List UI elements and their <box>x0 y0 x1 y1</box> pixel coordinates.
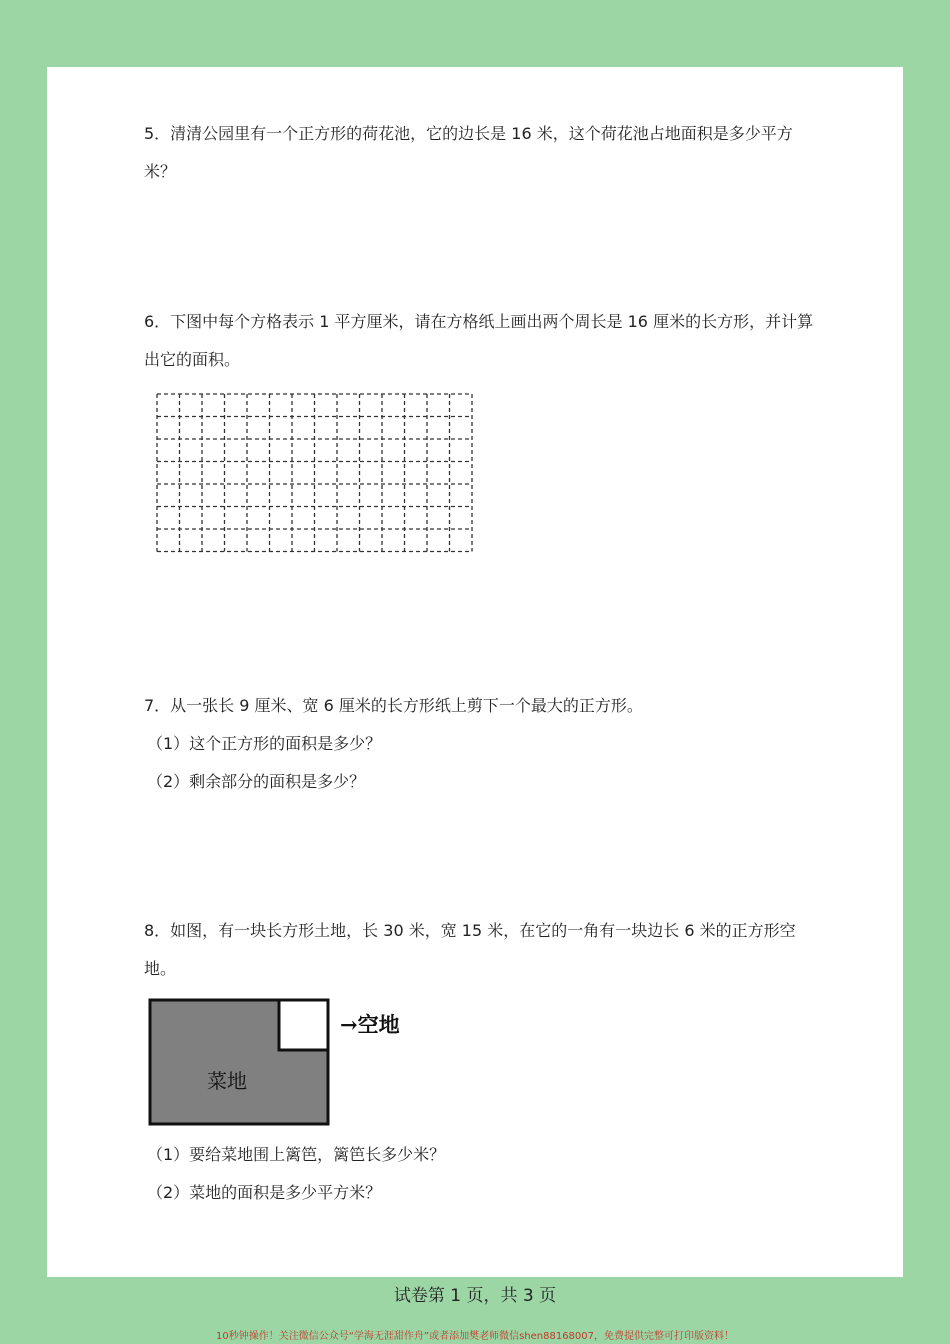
empty-square <box>279 1000 328 1050</box>
land-diagram <box>147 997 427 1131</box>
promo-notice: 10秒钟操作！关注微信公众号“学海无涯甜作舟”或者添加樊老师微信shen88168007，免费提供完整可打印版资料！ <box>215 1331 735 1342</box>
page-number: 试卷第 1 页，共 3 页 <box>393 1286 557 1306</box>
question-5: 5．清清公园里有一个正方形的荷花池，它的边长是 16 米，这个荷花池占地面积是多少平方米？ <box>144 124 793 181</box>
question-8-part-1: （1）要给菜地围上篱笆，篱笆长多少米？ <box>147 1145 446 1164</box>
question-8-part-2: （2）菜地的面积是多少平方米？ <box>147 1183 382 1202</box>
question-7-part-1: （1）这个正方形的面积是多少？ <box>147 734 382 753</box>
question-8: 8．如图，有一块长方形土地，长 30 米，宽 15 米，在它的一角有一块边长 6 米的正方形空地。 <box>144 921 796 978</box>
question-7: 7．从一张长 9 厘米、宽 6 厘米的长方形纸上剪下一个最大的正方形。 <box>144 696 643 715</box>
garden-label: 菜地 <box>207 1069 247 1093</box>
question-7-part-2: （2）剩余部分的面积是多少？ <box>147 772 366 791</box>
question-6: 6．下图中每个方格表示 1 平方厘米，请在方格纸上画出两个周长是 16 厘米的长方形，并计算出它的面积。 <box>144 312 814 369</box>
empty-label: →空地 <box>340 1012 400 1037</box>
square-grid <box>155 392 477 558</box>
exam-page <box>47 67 903 1277</box>
